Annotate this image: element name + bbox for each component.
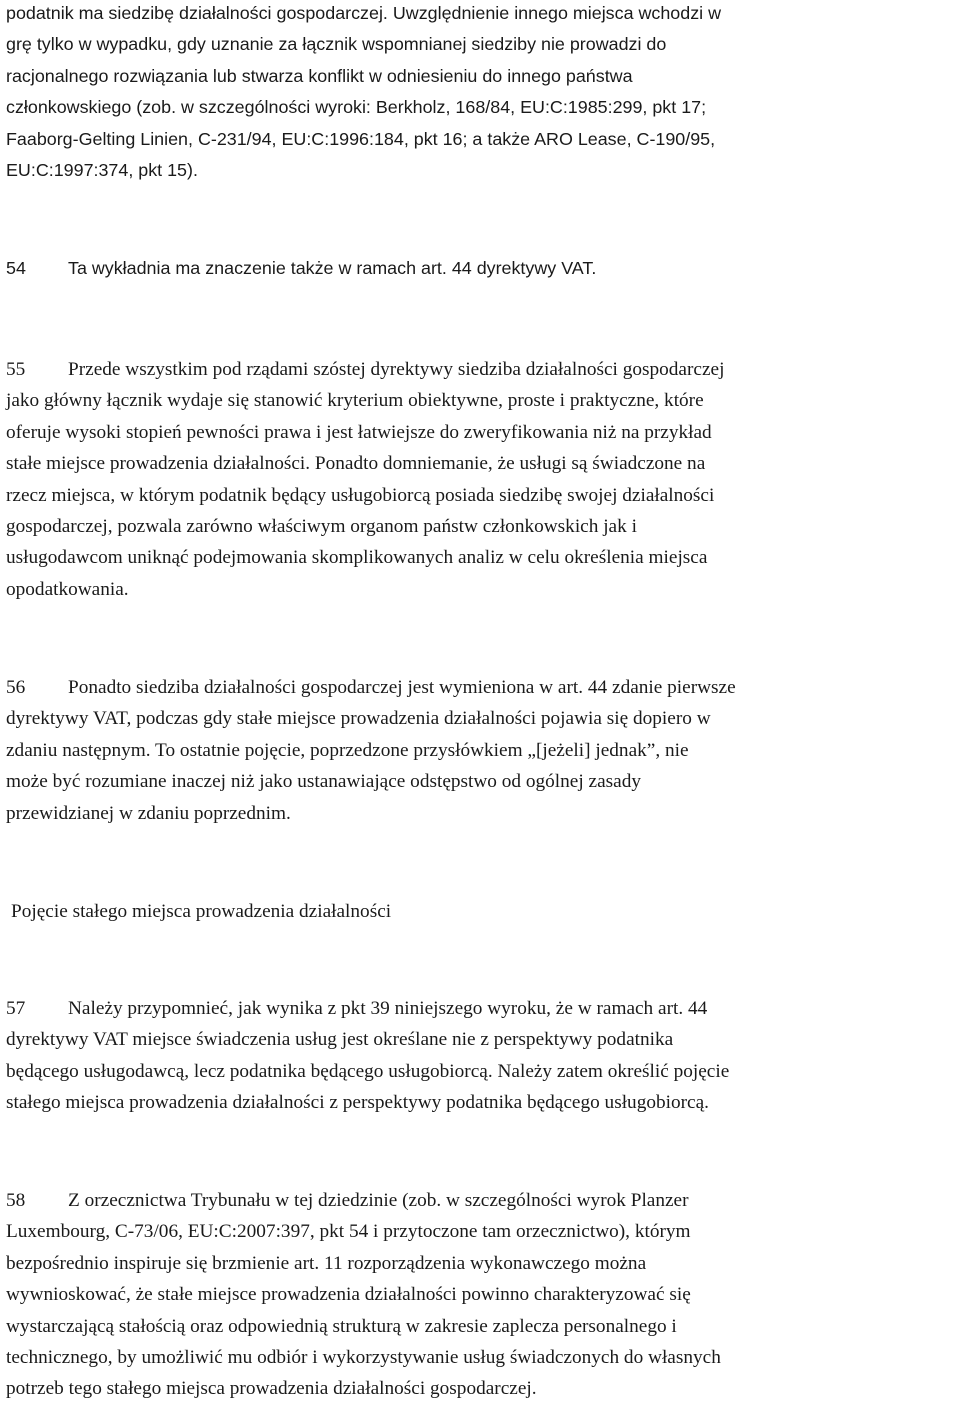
text-line: zdaniu następnym. To ostatnie pojęcie, poprzedzone przysłówkiem „[jeżeli] jednak”, nie [6,739,689,761]
paragraph-number: 56 [6,677,26,698]
text-line-content: Ponadto siedziba działalności gospodarczej jest wymieniona w art. 44 zdanie pierwsze [68,677,736,698]
text-line: dyrektywy VAT, podczas gdy stałe miejsce prowadzenia działalności pojawia się dopiero w [6,708,711,730]
text-line [6,993,960,1024]
text-line: dyrektywy VAT miejsce świadczenia usług jest określane nie z perspektywy podatnika [6,1029,674,1051]
text-line: usługodawcom uniknąć podejmowania skomplikowanych analiz w celu określenia miejsca [6,547,708,569]
text-line: oferuje wysoki stopień pewności prawa i jest łatwiejsze do zweryfikowania niż na przykład [6,421,712,443]
text-line [6,672,960,703]
heading-text: Pojęcie stałego miejsca prowadzenia działalności [11,901,392,922]
text-line: rzecz miejsca, w którym podatnik będący usługobiorcą posiada siedzibę swojej działalności [6,484,715,506]
text-line: będącego usługodawcą, lecz podatnika będącego usługobiorcą. Należy zatem określić pojęcie [6,1060,730,1082]
text-line: wystarczającą stałością oraz odpowiednią strukturą w zakresie zaplecza personalnego i [6,1315,677,1337]
text-line: członkowskiego (zob. w szczególności wyroki: Berkholz, 168/84, EU:C:1985:299, pkt 17; [6,97,707,118]
paragraph-57 [6,993,960,1119]
paragraph-number: 55 [6,359,26,380]
paragraph-56 [6,672,960,829]
text-line: potrzeb tego stałego miejsca prowadzenia działalności gospodarczej. [6,1378,537,1400]
text-line: podatnik ma siedzibę działalności gospodarczej. Uwzględnienie innego miejsca wchodzi w [6,3,722,23]
text-line-content: Należy przypomnieć, jak wynika z pkt 39 niniejszego wyroku, że w ramach art. 44 [68,998,708,1019]
text-line-content: Ta wykładnia ma znaczenie także w ramach art. 44 dyrektywy VAT. [68,258,597,278]
section-heading [6,896,960,927]
text-line: jako główny łącznik wydaje się stanowić kryterium obiektywne, proste i praktyczne, które [6,390,704,412]
text-line: przewidzianej w zdaniu poprzednim. [6,802,291,824]
text-line-content: Przede wszystkim pod rządami szóstej dyrektywy siedziba działalności gospodarczej [68,359,725,380]
text-line [6,354,960,385]
text-line: opodatkowania. [6,578,129,600]
text-line [6,1185,960,1216]
text-line: racjonalnego rozwiązania lub stwarza konflikt w odniesieniu do innego państwa [6,65,633,86]
text-line: stałego miejsca prowadzenia działalności z perspektywy podatnika będącego usługobiorcą. [6,1092,709,1114]
text-line: stałe miejsce prowadzenia działalności. Ponadto domniemanie, że usługi są świadczone na [6,453,706,475]
text-line: Faaborg-Gelting Linien, C‑231/94, EU:C:1996:184, pkt 16; a także ARO Lease, C‑190/95, [6,128,716,149]
text-line [6,253,960,284]
paragraph-intro [6,0,960,186]
text-line: gospodarczej, pozwala zarówno właściwym organom państw członkowskich jak i [6,515,637,537]
text-line-content: Z orzecznictwa Trybunału w tej dziedzinie (zob. w szczególności wyrok Planzer [68,1190,689,1211]
paragraph-number: 57 [6,998,26,1019]
text-line: Luxembourg, C‑73/06, EU:C:2007:397, pkt 54 i przytoczone tam orzecznictwo), którym [6,1221,691,1243]
text-line: technicznego, by umożliwić mu odbiór i wykorzystywanie usług świadczonych do własnych [6,1346,721,1368]
text-line: wywnioskować, że stałe miejsce prowadzenia działalności powinno charakteryzować się [6,1284,691,1306]
text-line: EU:C:1997:374, pkt 15). [6,159,198,180]
text-line: grę tylko w wypadku, gdy uznanie za łącznik wspomnianej siedziby nie prowadzi do [6,34,667,55]
text-line: bezpośrednio inspiruje się brzmienie art. 11 rozporządzenia wykonawczego można [6,1252,647,1274]
text-line: może być rozumiane inaczej niż jako ustanawiające odstępstwo od ogólnej zasady [6,771,641,793]
paragraph-number: 58 [6,1190,26,1211]
paragraph-number: 54 [6,258,26,278]
paragraph-54 [6,253,960,284]
paragraph-55 [6,354,960,605]
paragraph-58 [6,1185,960,1405]
